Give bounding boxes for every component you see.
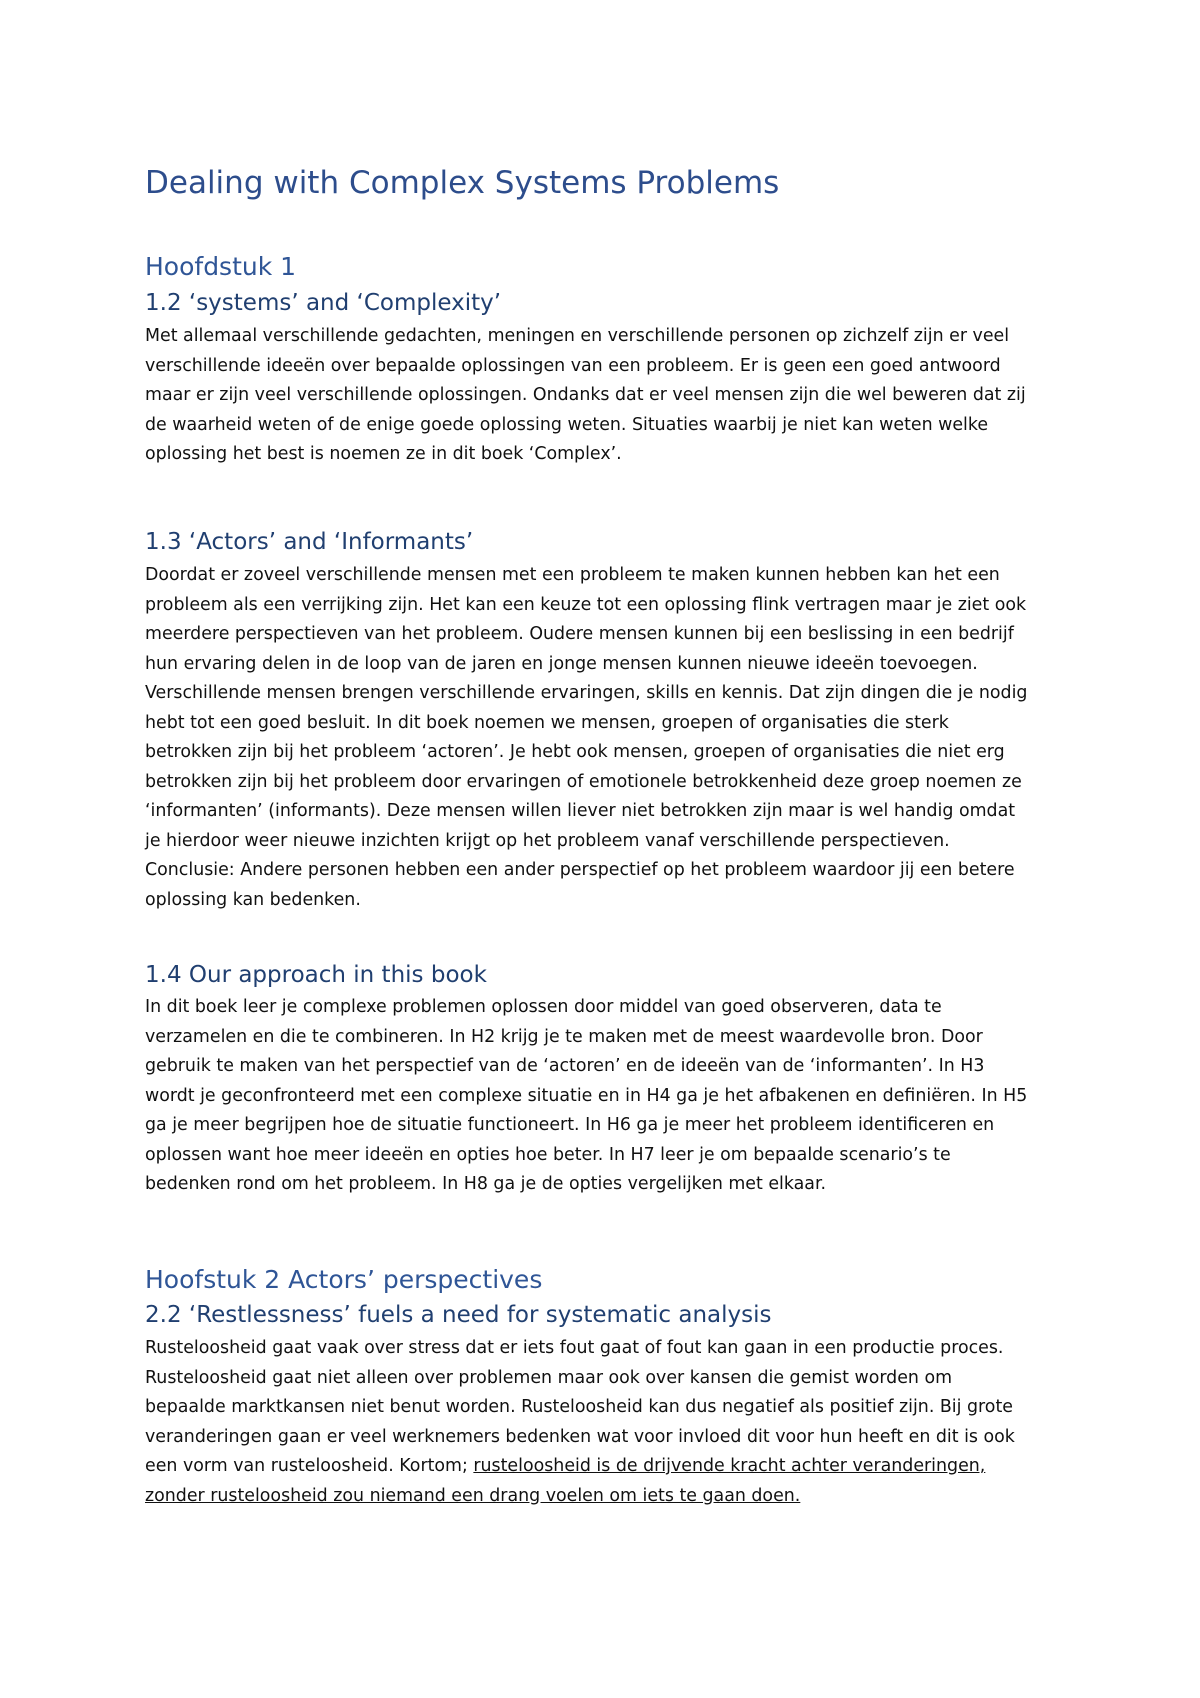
paragraph-line: Rusteloosheid gaat niet alleen over problemen maar ook over kansen die gemist worden om bbox=[145, 1367, 953, 1388]
paragraph-line: hun ervaring delen in de loop van de jaren en jonge mensen kunnen nieuwe ideeën toevoegen. bbox=[145, 653, 978, 674]
paragraph-line: Doordat er zoveel verschillende mensen met een probleem te maken kunnen hebben kan het een bbox=[145, 565, 1000, 585]
paragraph-line: gebruik te maken van het perspectief van de ‘actoren’ en de ideeën van de ‘informanten’. In H3 bbox=[145, 1056, 985, 1076]
paragraph-line: hebt tot een goed besluit. In dit boek noemen we mensen, groepen of organisaties die sterk bbox=[145, 712, 949, 733]
section-2-2-heading: 2.2 ‘Restlessness’ fuels a need for systematic analysis bbox=[145, 1302, 772, 1328]
paragraph-line: maar er zijn veel verschillende oplossingen. Ondanks dat er veel mensen zijn die wel beweren dat zij bbox=[145, 385, 1026, 405]
paragraph-line: ‘informanten’ (informants). Deze mensen willen liever niet betrokken zijn maar is wel handig omdat bbox=[145, 801, 1016, 821]
underlined-conclusion: zonder rusteloosheid zou niemand een drang voelen om iets te gaan doen. bbox=[145, 1485, 801, 1506]
paragraph-line: oplossen want hoe meer ideeën en opties hoe beter. In H7 leer je om bepaalde scenario’s te bbox=[145, 1144, 951, 1165]
paragraph-line: wordt je geconfronteerd met een complexe situatie en in H4 ga je het afbakenen en definiëren. In H5 bbox=[145, 1085, 1028, 1106]
section-1-3-heading: 1.3 ‘Actors’ and ‘Informants’ bbox=[145, 529, 474, 555]
section-1-4-paragraph bbox=[145, 993, 1065, 1200]
paragraph-line: In dit boek leer je complexe problemen oplossen door middel van goed observeren, data te bbox=[145, 997, 942, 1017]
underlined-conclusion: rusteloosheid is de drijvende kracht achter veranderingen, bbox=[473, 1456, 986, 1476]
paragraph-line: veranderingen gaan er veel werknemers bedenken wat voor invloed dit voor hun heeft en dit is ook bbox=[145, 1426, 1015, 1447]
section-1-2-heading: 1.2 ‘systems’ and ‘Complexity’ bbox=[145, 290, 502, 316]
paragraph-line: Rusteloosheid gaat vaak over stress dat er iets fout gaat of fout kan gaan in een productie proces. bbox=[145, 1338, 1004, 1358]
paragraph-line: meerdere perspectieven van het probleem. Oudere mensen kunnen bij een beslissing in een bedrijf bbox=[145, 624, 1014, 644]
paragraph-line: oplossing het best is noemen ze in dit boek ‘Complex’. bbox=[145, 444, 622, 464]
document-title: Dealing with Complex Systems Problems bbox=[145, 165, 780, 201]
chapter-1-heading: Hoofdstuk 1 bbox=[145, 252, 297, 281]
paragraph-line: Met allemaal verschillende gedachten, meningen en verschillende personen op zichzelf zijn er veel bbox=[145, 326, 1010, 346]
paragraph-line: oplossing kan bedenken. bbox=[145, 889, 361, 910]
paragraph-line: bepaalde marktkansen niet benut worden. Rusteloosheid kan dus negatief als positief zijn. Bij grote bbox=[145, 1397, 1013, 1417]
paragraph-line: betrokken zijn bij het probleem ‘actoren’. Je hebt ook mensen, groepen of organisaties die niet erg bbox=[145, 742, 1005, 762]
paragraph-line: probleem als een verrijking zijn. Het kan een keuze tot een oplossing flink vertragen maar je ziet ook bbox=[145, 594, 1027, 615]
paragraph-text: een vorm van rusteloosheid. Kortom; bbox=[145, 1456, 474, 1476]
section-1-4-heading: 1.4 Our approach in this book bbox=[145, 962, 487, 988]
paragraph-line: verschillende ideeën over bepaalde oplossingen van een probleem. Er is geen een goed antwoord bbox=[145, 355, 1001, 376]
section-2-2-paragraph bbox=[145, 1334, 1065, 1511]
paragraph-line: bedenken rond om het probleem. In H8 ga je de opties vergelijken met elkaar. bbox=[145, 1174, 827, 1194]
paragraph-line: betrokken zijn bij het probleem door ervaringen of emotionele betrokkenheid deze groep noemen ze bbox=[145, 771, 1022, 792]
paragraph-line bbox=[145, 1482, 1065, 1512]
paragraph-line: Verschillende mensen brengen verschillende ervaringen, skills en kennis. Dat zijn dingen die je nodig bbox=[145, 683, 1028, 703]
section-1-2-paragraph bbox=[145, 322, 1065, 470]
paragraph-line bbox=[145, 1452, 1065, 1482]
paragraph-line: Conclusie: Andere personen hebben een ander perspectief op het probleem waardoor jij een betere bbox=[145, 860, 1015, 880]
paragraph-line: ga je meer begrijpen hoe de situatie functioneert. In H6 ga je meer het probleem identificeren en bbox=[145, 1115, 995, 1135]
paragraph-line: de waarheid weten of de enige goede oplossing weten. Situaties waarbij je niet kan weten welke bbox=[145, 414, 989, 435]
paragraph-line: verzamelen en die te combineren. In H2 krijg je te maken met de meest waardevolle bron. Door bbox=[145, 1026, 983, 1047]
section-1-3-paragraph bbox=[145, 561, 1065, 915]
paragraph-line: je hierdoor weer nieuwe inzichten krijgt op het probleem vanaf verschillende perspectieven. bbox=[145, 830, 950, 851]
chapter-2-heading: Hoofstuk 2 Actors’ perspectives bbox=[145, 1265, 543, 1294]
